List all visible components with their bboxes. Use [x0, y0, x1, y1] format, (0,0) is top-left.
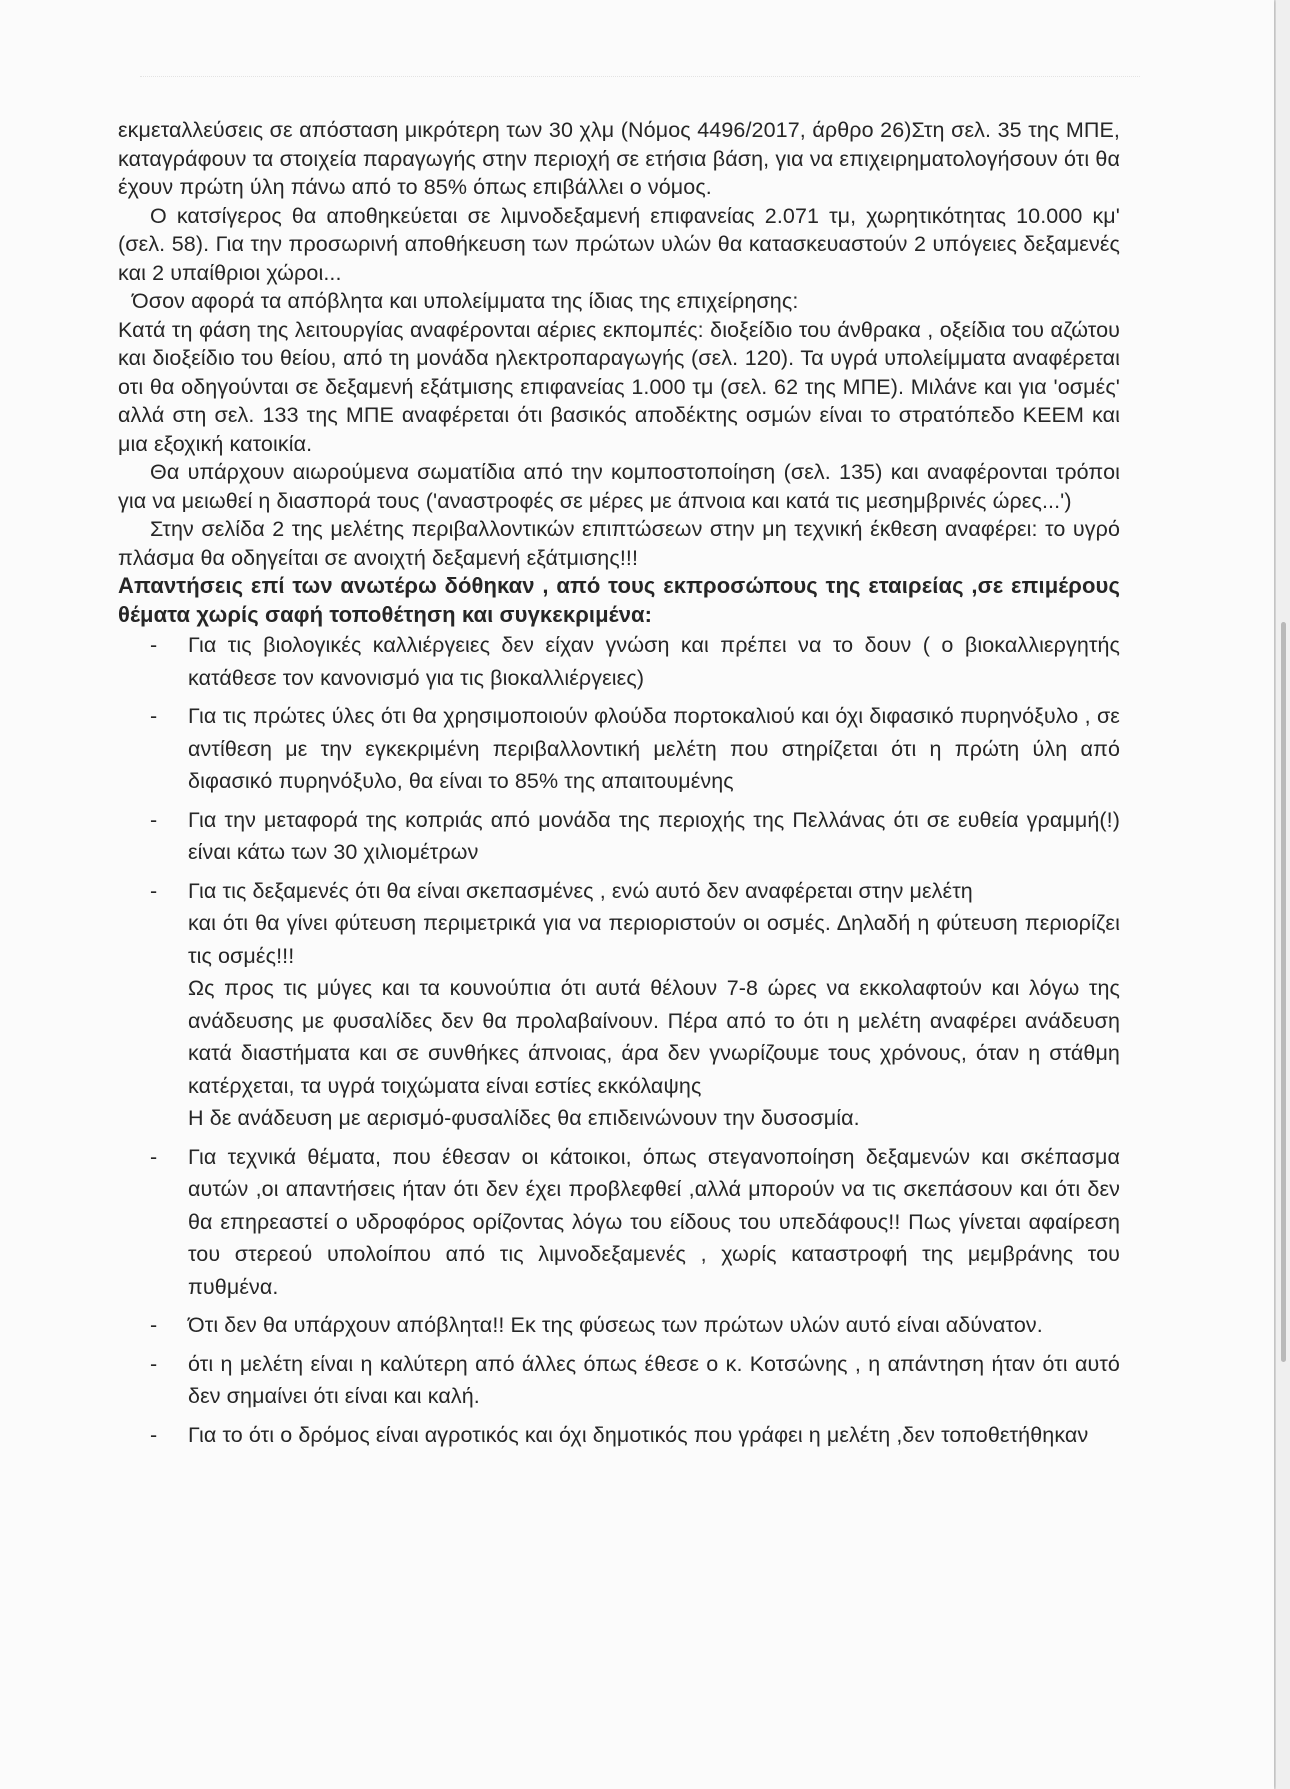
scan-artifact: [140, 76, 1140, 87]
document-body: [118, 116, 1120, 1457]
list-item: [118, 1309, 1120, 1342]
paragraph-4: Κατά τη φάση της λειτουργίας αναφέρονται αέριες εκπομπές: διοξείδιο του άνθρακα , οξείδια του αζώτου και διοξείδιο του θείου, από τη μονάδα ηλεκτροπαραγωγής (σελ. 120). Τα υγρά υπολείμματα αναφέρεται οτι θα οδηγούνται σε δεξαμενή εξάτμισης επιφανείας 1.000 τμ (σελ. 62 της ΜΠΕ). Μιλάνε και για 'οσμές' αλλά στη σελ. 133 της ΜΠΕ αναφέρεται ότι βασικός αποδέκτης οσμών είναι το στρατόπεδο ΚΕΕΜ και μια εξοχική κατοικία.: [118, 317, 1120, 456]
list-item: [118, 1419, 1120, 1452]
list-item-text: Ότι δεν θα υπάρχουν απόβλητα!! Εκ της φύσεως των πρώτων υλών αυτό είναι αδύνατον.: [188, 1313, 1043, 1337]
list-item-text: Για τις βιολογικές καλλιέργειες δεν είχαν γνώση και πρέπει να το δουν ( ο βιοκαλλιεργητής κατάθεσε τον κανονισμό για τις βιοκαλλιέργειες): [188, 633, 1120, 690]
paragraph-2: Ο κατσίγερος θα αποθηκεύεται σε λιμνοδεξαμενή επιφανείας 2.071 τμ, χωρητικότητας 10.000 κμ' (σελ. 58). Για την προσωρινή αποθήκευση των πρώτων υλών θα κατασκευαστούν 2 υπόγειες δεξαμενές και 2 υπαίθριοι χώροι...: [118, 203, 1120, 285]
bullet-dash: -: [150, 878, 158, 903]
list-item-text: και ότι θα γίνει φύτευση περιμετρικά για να περιοριστούν οι οσμές. Δηλαδή η φύτευση περιορίζει τις οσμές!!!: [188, 911, 1120, 968]
bullet-dash: -: [150, 633, 158, 657]
list-item: [118, 804, 1120, 869]
list-item-text: Για το ότι ο δρόμος είναι αγροτικός και όχι δημοτικός που γράφει η μελέτη ,δεν τοποθετήθηκαν: [188, 1422, 1089, 1447]
list-item: [118, 1141, 1120, 1304]
list-item: [118, 700, 1120, 798]
list-item: [118, 629, 1120, 694]
responses-heading: Απαντήσεις επί των ανωτέρω δόθηκαν , από τους εκπροσώπους της εταιρείας ,σε επιμέρους θέματα χωρίς σαφή τοποθέτηση και συγκεκριμένα:: [118, 573, 1120, 627]
list-item: [118, 1348, 1120, 1413]
bullet-dash: -: [150, 1144, 158, 1169]
paragraph-1: εκμεταλλεύσεις σε απόσταση μικρότερη των 30 χλμ (Νόμος 4496/2017, άρθρο 26)Στη σελ. 35 της ΜΠΕ, καταγράφουν τα στοιχεία παραγωγής στην περιοχή σε ετήσια βάση, για να επιχειρηματολογήσουν ότι θα έχουν πρώτη ύλη πάνω από το 85% όπως επιβάλλει ο νόμος.: [118, 118, 1120, 199]
paragraph-5: Θα υπάρχουν αιωρούμενα σωματίδια από την κομποστοποίηση (σελ. 135) και αναφέρονται τρόποι για να μειωθεί η διασπορά τους ('αναστροφές σε μέρες με άπνοια και κατά τις μεσημβρινές ώρες...'): [118, 460, 1120, 513]
scrollbar-thumb[interactable]: [1281, 622, 1286, 1362]
list-item-text: Ως προς τις μύγες και τα κουνούπια ότι αυτά θέλουν 7-8 ώρες να εκκολαφτούν και λόγω της ανάδευσης με φυσαλίδες δεν θα προλαβαίνουν. Πέρα από το ότι η μελέτη αναφέρει ανάδευση κατά διαστήματα και σε συνθήκες άπνοιας, άρα δεν γνωρίζουμε τους χρόνους, όταν η στάθμη κατέρχεται, τα υγρά τοιχώματα είναι εστίες εκκόλαψης: [188, 976, 1120, 1098]
bullet-dash: -: [150, 807, 158, 832]
list-item-text: Για τις πρώτες ύλες ότι θα χρησιμοποιούν φλούδα πορτοκαλιού και όχι διφασικό πυρηνόξυλο , σε αντίθεση με την εγκεκριμένη περιβαλλοντική μελέτη που στηρίζεται ότι η πρώτη ύλη από διφασικό πυρηνόξυλο, θα είναι το 85% της απαιτουμένης: [188, 704, 1120, 793]
paragraph-6: Στην σελίδα 2 της μελέτης περιβαλλοντικών επιπτώσεων στην μη τεχνική έκθεση αναφέρει: το υγρό πλάσμα θα οδηγείται σε ανοιχτή δεξαμενή εξάτμισης!!!: [118, 517, 1120, 570]
list-item-text: Για τεχνικά θέματα, που έθεσαν οι κάτοικοι, όπως στεγανοποίηση δεξαμενών και σκέπασμα αυτών ,οι απαντήσεις ήταν ότι δεν έχει προβλεφθεί ,αλλά μπορούν να τις σκεπάσουν και ότι δεν θα επηρεαστεί ο υδροφόρος ορίζοντας λόγω του είδους του υπεδάφους!! Πως γίνεται αφαίρεση του στερεού υπολοίπου από τις λιμνοδεξαμενές , χωρίς καταστροφή της μεμβράνης του πυθμένα.: [188, 1144, 1120, 1299]
list-item-text: Για την μεταφορά της κοπριάς από μονάδα της περιοχής της Πελλάνας ότι σε ευθεία γραμμή(!) είναι κάτω των 30 χιλιομέτρων: [188, 807, 1120, 864]
list-item-text: ότι η μελέτη είναι η καλύτερη από άλλες όπως έθεσε ο κ. Κοτσώνης , η απάντηση ήταν ότι αυτό δεν σημαίνει ότι είναι και καλή.: [188, 1351, 1120, 1408]
vertical-scrollbar[interactable]: [1276, 0, 1290, 1789]
bullet-dash: -: [150, 704, 158, 728]
bullet-dash: -: [150, 1313, 158, 1337]
list-item: [118, 875, 1120, 1135]
paragraph-3: Όσον αφορά τα απόβλητα και υπολείμματα της ίδιας της επιχείρησης:: [132, 289, 799, 313]
responses-list: [118, 629, 1120, 1451]
list-item-text: Για τις δεξαμενές ότι θα είναι σκεπασμένες , ενώ αυτό δεν αναφέρεται στην μελέτη: [188, 878, 973, 903]
bullet-dash: -: [150, 1422, 158, 1447]
bullet-dash: -: [150, 1351, 158, 1376]
list-item-text: Η δε ανάδευση με αερισμό-φυσαλίδες θα επιδεινώνουν την δυσοσμία.: [188, 1106, 860, 1130]
